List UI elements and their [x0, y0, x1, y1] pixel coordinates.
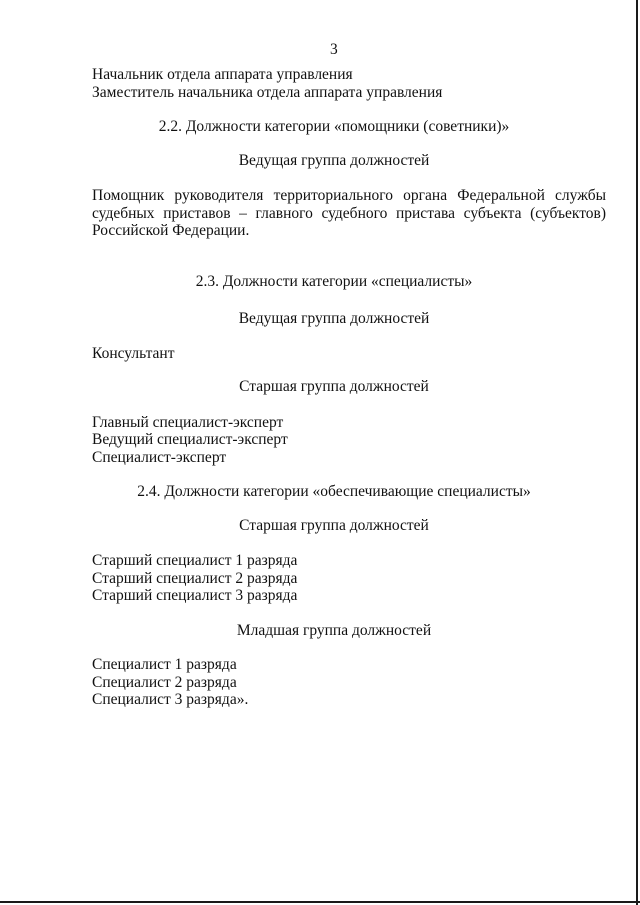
- page-number: 3: [330, 41, 338, 58]
- section-2-4-group2-item-2: Специалист 2 разряда: [92, 674, 237, 691]
- section-2-2-group-heading: Ведущая группа должностей: [238, 152, 430, 169]
- page-edge-right: [636, 0, 638, 905]
- section-2-3-group1-item-1: Консультант: [92, 345, 175, 362]
- section-2-2-para-line-1: Помощник руководителя территориального органа Федеральной службы: [92, 187, 606, 204]
- section-2-3-group2-heading: Старшая группа должностей: [239, 378, 429, 395]
- section-2-2-heading: 2.2. Должности категории «помощники (советники)»: [158, 118, 510, 135]
- section-2-4-heading: 2.4. Должности категории «обеспечивающие специалисты»: [137, 483, 531, 500]
- section-2-4-group2-item-1: Специалист 1 разряда: [92, 656, 237, 673]
- section-2-3-group2-item-3: Специалист-эксперт: [92, 449, 227, 466]
- section-2-3-group2-item-2: Ведущий специалист-эксперт: [92, 431, 288, 448]
- section-2-3-heading: 2.3. Должности категории «специалисты»: [195, 273, 473, 290]
- section-2-4-group1-heading: Старшая группа должностей: [239, 517, 429, 534]
- section-2-4-group2-heading: Младшая группа должностей: [236, 622, 432, 639]
- section-2-2-para-line-2: судебных приставов – главного судебного пристава субъекта (субъектов): [92, 205, 606, 222]
- top-line-2: Заместитель начальника отдела аппарата управления: [92, 84, 443, 101]
- section-2-4-group1-item-1: Старший специалист 1 разряда: [92, 552, 298, 569]
- section-2-3-group2-item-1: Главный специалист-эксперт: [92, 414, 284, 431]
- section-2-4-group1-item-3: Старший специалист 3 разряда: [92, 587, 298, 604]
- page-edge-bottom: [0, 901, 640, 903]
- top-line-1: Начальник отдела аппарата управления: [92, 66, 353, 83]
- section-2-4-group2-item-3: Специалист 3 разряда».: [92, 691, 249, 708]
- section-2-3-group1-heading: Ведущая группа должностей: [238, 310, 430, 327]
- section-2-2-para-line-3: Российской Федерации.: [92, 222, 250, 239]
- section-2-4-group1-item-2: Старший специалист 2 разряда: [92, 570, 298, 587]
